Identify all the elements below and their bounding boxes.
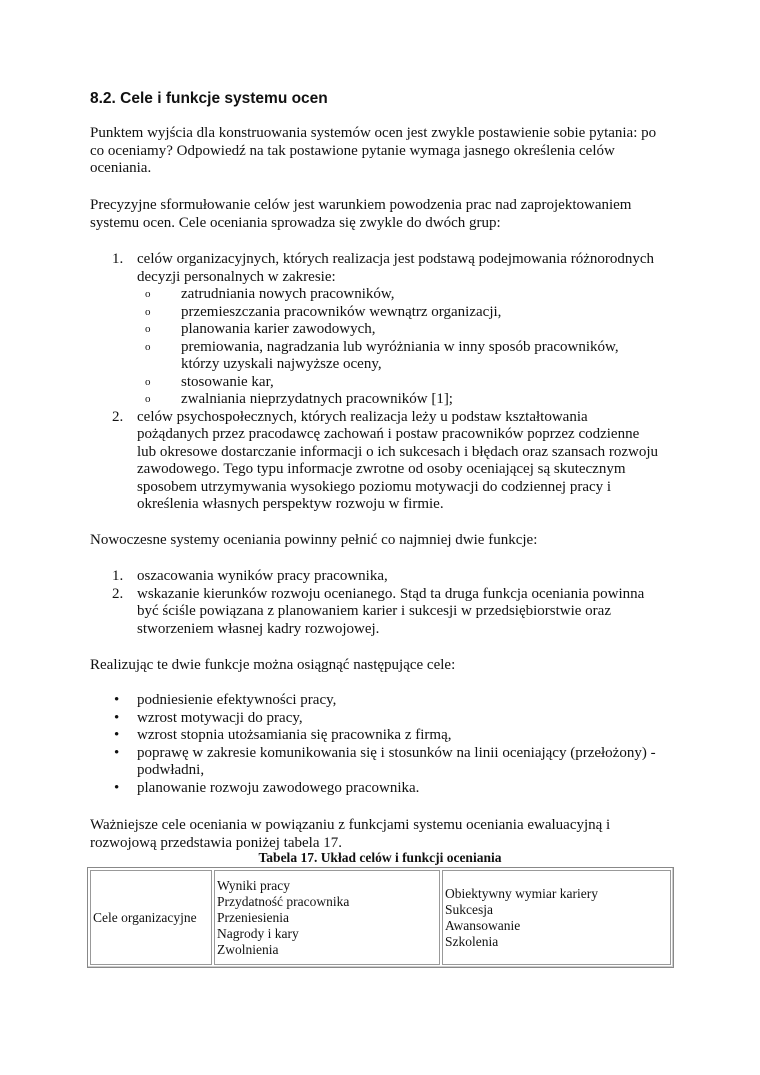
section-heading: 8.2. Cele i funkcje systemu ocen — [90, 90, 328, 107]
bullet-text: podwładni, — [137, 762, 205, 778]
row-label: Cele organizacyjne — [90, 870, 212, 965]
sub-list-item — [90, 339, 658, 357]
list-item-text: oszacowania wyników pracy pracownika, — [137, 568, 388, 584]
sub-item-text: premiowania, nagradzania lub wyróżniania w inny sposób pracowników, — [181, 338, 619, 355]
bullet-item — [90, 727, 656, 745]
list-item-text: zawodowego. Tego typu informacje zwrotne od osoby oceniającej są skutecznym — [137, 461, 626, 477]
text-line: co oceniamy? Odpowiedź na tak postawione pytanie wymaga jasnego określenia celów — [90, 142, 615, 159]
bullet-icon: • — [114, 744, 120, 761]
paragraph-1 — [90, 125, 656, 178]
table-cell-functions-2 — [442, 870, 671, 965]
text-line: Ważniejsze cele oceniania w powiązaniu z funkcjami systemu oceniania ewaluacyjną i — [90, 817, 611, 833]
list-item-line — [90, 621, 644, 639]
list-item-text: wskazanie kierunków rozwoju ocenianego. Stąd ta druga funkcja oceniania powinna — [137, 585, 645, 602]
list-number: 1. — [112, 251, 124, 267]
table-cell-line: Obiektywny wymiar kariery — [445, 885, 598, 901]
text-line: systemu ocen. Cele oceniania sprowadza się zwykle do dwóch grup: — [90, 214, 501, 231]
list-item-text: sposobem utrzymywania wysokiego poziomu motywacji do codziennej pracy i — [137, 478, 612, 495]
list-item-line — [90, 461, 658, 479]
table-cell-line: Wyniki pracy — [217, 877, 291, 893]
bullet-text: wzrost motywacji do pracy, — [137, 709, 303, 726]
sub-item-continuation: którzy uzyskali najwyższe oceny, — [181, 356, 382, 372]
text-line: rozwojową przedstawia poniżej tabela 17. — [90, 834, 342, 851]
list-item-text: być ściśle powiązana z planowaniem karier i sukcesji w przedsiębiorstwie oraz — [137, 603, 611, 619]
circle-bullet-icon: o — [145, 375, 151, 388]
list-number: 2. — [112, 585, 124, 602]
circle-bullet-icon: o — [145, 393, 151, 405]
sub-item-text: zwalniania nieprzydatnych pracowników [1]; — [181, 391, 453, 407]
bullet-item — [90, 762, 656, 780]
list-item-line — [90, 409, 658, 427]
circle-bullet-icon: o — [145, 340, 151, 353]
bullet-icon: • — [114, 692, 120, 708]
sub-list-item — [90, 374, 658, 392]
paragraph-2 — [90, 197, 631, 232]
table-cell-line: Szkolenia — [445, 933, 499, 949]
table-cell-line: Zwolnienia — [217, 941, 279, 957]
bullet-item — [90, 745, 656, 763]
bullet-icon: • — [114, 727, 120, 743]
list-item-line — [90, 496, 658, 514]
sub-list-item — [90, 304, 658, 322]
paragraph-5 — [90, 817, 610, 852]
list-number: 2. — [112, 408, 124, 425]
sub-item-text: przemieszczania pracowników wewnątrz organizacji, — [181, 303, 502, 320]
bullet-icon: • — [114, 709, 120, 726]
text-line: oceniania. — [90, 160, 152, 176]
list-item-text: decyzji personalnych w zakresie: — [137, 268, 336, 285]
list-item-line — [90, 251, 658, 269]
paragraph-4: Realizując te dwie funkcje można osiągnąć następujące cele: — [90, 657, 456, 673]
list-item-text: celów organizacyjnych, których realizacja jest podstawą podejmowania różnorodnych — [137, 251, 655, 267]
bullet-item — [90, 780, 656, 798]
circle-bullet-icon: o — [145, 305, 151, 318]
table-cell-line: Przeniesienia — [217, 909, 289, 925]
text-line: Precyzyjne sformułowanie celów jest warunkiem powodzenia prac nad zaprojektowaniem — [90, 197, 632, 213]
goals-table — [87, 867, 674, 968]
bullet-text: wzrost stopnia utożsamiania się pracownika z firmą, — [137, 727, 452, 743]
sub-list-item — [90, 391, 658, 409]
list-item-text: lub okresowe dostarczanie informacji o ich sukcesach i błędach oraz szansach rozwoju — [137, 443, 659, 460]
list-item-line — [90, 426, 658, 444]
sub-item-text: planowania karier zawodowych, — [181, 321, 376, 337]
table-cell-line: Przydatność pracownika — [217, 893, 350, 909]
table-caption: Tabela 17. Układ celów i funkcji oceniania — [258, 850, 502, 865]
text-line: Punktem wyjścia dla konstruowania systemów ocen jest zwykle postawienie sobie pytania: po — [90, 125, 657, 141]
list-item-line — [90, 586, 644, 604]
sub-item-text: stosowanie kar, — [181, 373, 274, 390]
bullet-item — [90, 710, 656, 728]
bullet-item — [90, 692, 656, 710]
bullet-text: poprawę w zakresie komunikowania się i stosunków na linii oceniający (przełożony) - — [137, 744, 656, 761]
table-cell-line: Sukcesja — [445, 901, 493, 917]
list-item-text: celów psychospołecznych, których realizacja leży u podstaw kształtowania — [137, 408, 588, 425]
table-cell-line: Nagrody i kary — [217, 925, 299, 941]
list-item-text: pożądanych przez pracodawcę zachowań i postaw pracowników poprzez codzienne — [137, 426, 640, 442]
circle-bullet-icon: o — [145, 288, 151, 300]
list-item-line — [90, 479, 658, 497]
list-item-line — [90, 603, 644, 621]
goals-list — [90, 251, 658, 514]
list-number: 1. — [112, 568, 124, 584]
table-cell-line: Awansowanie — [445, 917, 521, 933]
list-item-text: określenia własnych perspektyw rozwoju w firmie. — [137, 496, 444, 512]
list-item-line — [90, 444, 658, 462]
bullet-text: podniesienie efektywności pracy, — [137, 692, 337, 708]
bullet-text: planowanie rozwoju zawodowego pracownika. — [137, 779, 420, 796]
list-item-text: stworzeniem własnej kadry rozwojowej. — [137, 620, 380, 637]
bullet-icon: • — [114, 779, 120, 796]
paragraph-3: Nowoczesne systemy oceniania powinny pełnić co najmniej dwie funkcje: — [90, 532, 538, 548]
sub-list-item — [90, 286, 658, 304]
sub-list-item — [90, 321, 658, 339]
circle-bullet-icon: o — [145, 323, 151, 335]
table-cell-functions-1 — [214, 870, 440, 965]
outcomes-list — [90, 692, 656, 797]
functions-list — [90, 568, 644, 638]
list-item-line — [90, 269, 658, 287]
sub-item-text: zatrudniania nowych pracowników, — [181, 286, 395, 302]
list-item-line — [90, 568, 644, 586]
